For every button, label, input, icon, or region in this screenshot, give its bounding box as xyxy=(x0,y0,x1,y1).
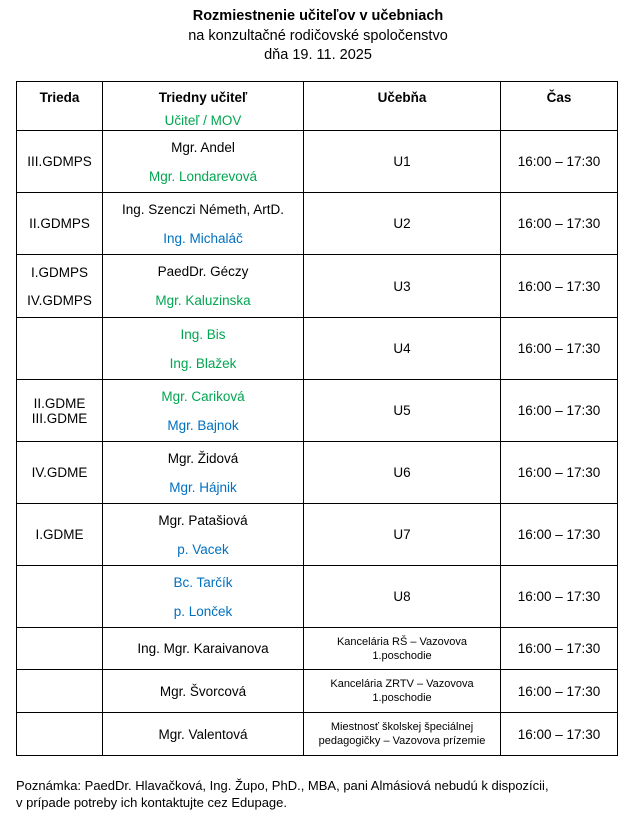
class-teacher-name: Mgr. Cariková xyxy=(161,388,245,404)
teacher-cell xyxy=(103,318,304,380)
room-cell xyxy=(304,442,501,504)
room-cell xyxy=(304,504,501,566)
table-row xyxy=(17,670,618,713)
col-header-room: Učebňa xyxy=(304,82,501,131)
class-cell xyxy=(17,255,103,318)
teacher-cell xyxy=(103,380,304,442)
table-row xyxy=(17,504,618,566)
class-name: III.GDME xyxy=(31,410,88,426)
room-cell xyxy=(304,255,501,318)
time-label: 16:00 – 17:30 xyxy=(517,589,601,604)
teacher-cell xyxy=(103,193,304,255)
teacher-cell xyxy=(103,628,304,670)
class-cell xyxy=(17,504,103,566)
room-label: Miestnosť školskej špeciálnej xyxy=(330,721,474,733)
teacher-mov-name: p. Lonček xyxy=(173,603,233,619)
class-cell xyxy=(17,628,103,670)
time-cell xyxy=(501,670,618,713)
room-cell xyxy=(304,670,501,713)
room-label: U7 xyxy=(393,527,411,542)
time-cell xyxy=(501,628,618,670)
room-label: U3 xyxy=(393,278,411,294)
room-label: Kancelária ZRTV – Vazovova xyxy=(330,678,474,690)
teacher-cell xyxy=(103,670,304,713)
room-cell xyxy=(304,131,501,193)
table-header-row xyxy=(17,82,618,131)
teacher-mov-name: p. Vacek xyxy=(177,541,229,557)
room-label: U1 xyxy=(393,154,411,169)
col-header-class: Trieda xyxy=(17,82,103,131)
teacher-cell xyxy=(103,255,304,318)
time-label: 16:00 – 17:30 xyxy=(517,154,601,169)
time-cell xyxy=(501,318,618,380)
class-teacher-name: Bc. Tarčík xyxy=(173,574,233,590)
room-label: U2 xyxy=(393,216,411,231)
teacher-mov-name: Mgr. Londarevová xyxy=(148,168,258,184)
teacher-mov-name: Mgr. Kaluzinska xyxy=(155,293,251,308)
time-cell xyxy=(501,442,618,504)
class-name: IV.GDME xyxy=(31,465,88,480)
class-teacher-name: Mgr. Švorcová xyxy=(159,683,247,699)
table-row xyxy=(17,628,618,670)
table-row xyxy=(17,131,618,193)
room-cell xyxy=(304,628,501,670)
room-label: U8 xyxy=(393,589,411,604)
room-cell xyxy=(304,380,501,442)
schedule-table xyxy=(16,81,618,756)
room-label: 1.poschodie xyxy=(372,649,432,662)
class-teacher-name: Ing. Bis xyxy=(180,326,226,342)
class-teacher-name: PaedDr. Géczy xyxy=(157,264,249,279)
room-label: U6 xyxy=(393,465,411,480)
teacher-mov-name: Ing. Michaláč xyxy=(163,230,243,246)
table-row xyxy=(17,255,618,318)
class-name: I.GDMPS xyxy=(30,264,88,280)
teacher-cell xyxy=(103,442,304,504)
footnote-line-1: Poznámka: PaedDr. Hlavačková, Ing. Župo, PhD., MBA, pani Almásiová nebudú k dispozícii, xyxy=(16,778,549,793)
time-label: 16:00 – 17:30 xyxy=(517,465,601,480)
col-header-time: Čas xyxy=(501,82,618,131)
class-teacher-name: Ing. Mgr. Karaivanova xyxy=(137,641,269,656)
time-cell xyxy=(501,131,618,193)
col-header-teacher: Triedny učiteľ Učiteľ / MOV xyxy=(103,82,304,131)
room-label: U5 xyxy=(393,403,411,418)
footnote-line-2: v prípade potreby ich kontaktujte cez Edupage. xyxy=(16,795,288,810)
time-label: 16:00 – 17:30 xyxy=(517,278,601,294)
teacher-cell xyxy=(103,566,304,628)
class-teacher-name: Mgr. Valentová xyxy=(158,726,248,742)
time-label: 16:00 – 17:30 xyxy=(517,683,601,699)
time-cell xyxy=(501,504,618,566)
time-label: 16:00 – 17:30 xyxy=(517,216,601,231)
time-cell xyxy=(501,713,618,756)
table-row xyxy=(17,713,618,756)
class-cell xyxy=(17,318,103,380)
time-cell xyxy=(501,193,618,255)
page-subtitle: na konzultačné rodičovské spoločenstvo xyxy=(188,28,448,44)
class-teacher-name: Mgr. Patašiová xyxy=(158,512,248,528)
class-name: I.GDME xyxy=(35,527,84,542)
teacher-mov-name: Mgr. Bajnok xyxy=(167,417,239,433)
room-label: 1.poschodie xyxy=(372,692,432,704)
teacher-cell xyxy=(103,713,304,756)
class-name: III.GDMPS xyxy=(27,154,92,169)
page-title: Rozmiestnenie učiteľov v učebniach xyxy=(192,8,444,24)
class-cell xyxy=(17,380,103,442)
class-teacher-name: Ing. Szenczi Németh, ArtD. xyxy=(121,201,285,217)
class-cell xyxy=(17,566,103,628)
table-row xyxy=(17,566,618,628)
time-label: 16:00 – 17:30 xyxy=(517,341,601,356)
time-label: 16:00 – 17:30 xyxy=(517,527,601,542)
room-cell xyxy=(304,713,501,756)
class-name: II.GDME xyxy=(33,395,86,411)
class-cell xyxy=(17,670,103,713)
teacher-cell xyxy=(103,504,304,566)
class-name: IV.GDMPS xyxy=(27,292,92,308)
class-cell xyxy=(17,713,103,756)
room-label: pedagogičky – Vazovova prízemie xyxy=(318,735,486,747)
room-cell xyxy=(304,566,501,628)
time-label: 16:00 – 17:30 xyxy=(517,403,601,418)
class-name: II.GDMPS xyxy=(29,216,90,231)
class-teacher-name: Mgr. Židová xyxy=(167,450,239,466)
time-label: 16:00 – 17:30 xyxy=(517,726,601,742)
room-cell xyxy=(304,318,501,380)
time-label: 16:00 – 17:30 xyxy=(517,641,601,656)
teacher-cell xyxy=(103,131,304,193)
table-row xyxy=(17,318,618,380)
class-cell xyxy=(17,193,103,255)
table-row xyxy=(17,380,618,442)
teacher-mov-name: Ing. Blažek xyxy=(169,355,237,371)
page-date: dňa 19. 11. 2025 xyxy=(264,47,372,63)
footnote xyxy=(16,777,626,811)
teacher-mov-name: Mgr. Hájnik xyxy=(169,479,237,495)
room-label: U4 xyxy=(393,341,411,356)
room-cell xyxy=(304,193,501,255)
time-cell xyxy=(501,380,618,442)
class-cell xyxy=(17,131,103,193)
time-cell xyxy=(501,566,618,628)
col-header-teacher-sub: Učiteľ / MOV xyxy=(164,113,242,128)
table-row xyxy=(17,442,618,504)
time-cell xyxy=(501,255,618,318)
class-teacher-name: Mgr. Andel xyxy=(171,139,235,155)
class-cell xyxy=(17,442,103,504)
room-label: Kancelária RŠ – Vazovova xyxy=(336,635,468,648)
table-row xyxy=(17,193,618,255)
